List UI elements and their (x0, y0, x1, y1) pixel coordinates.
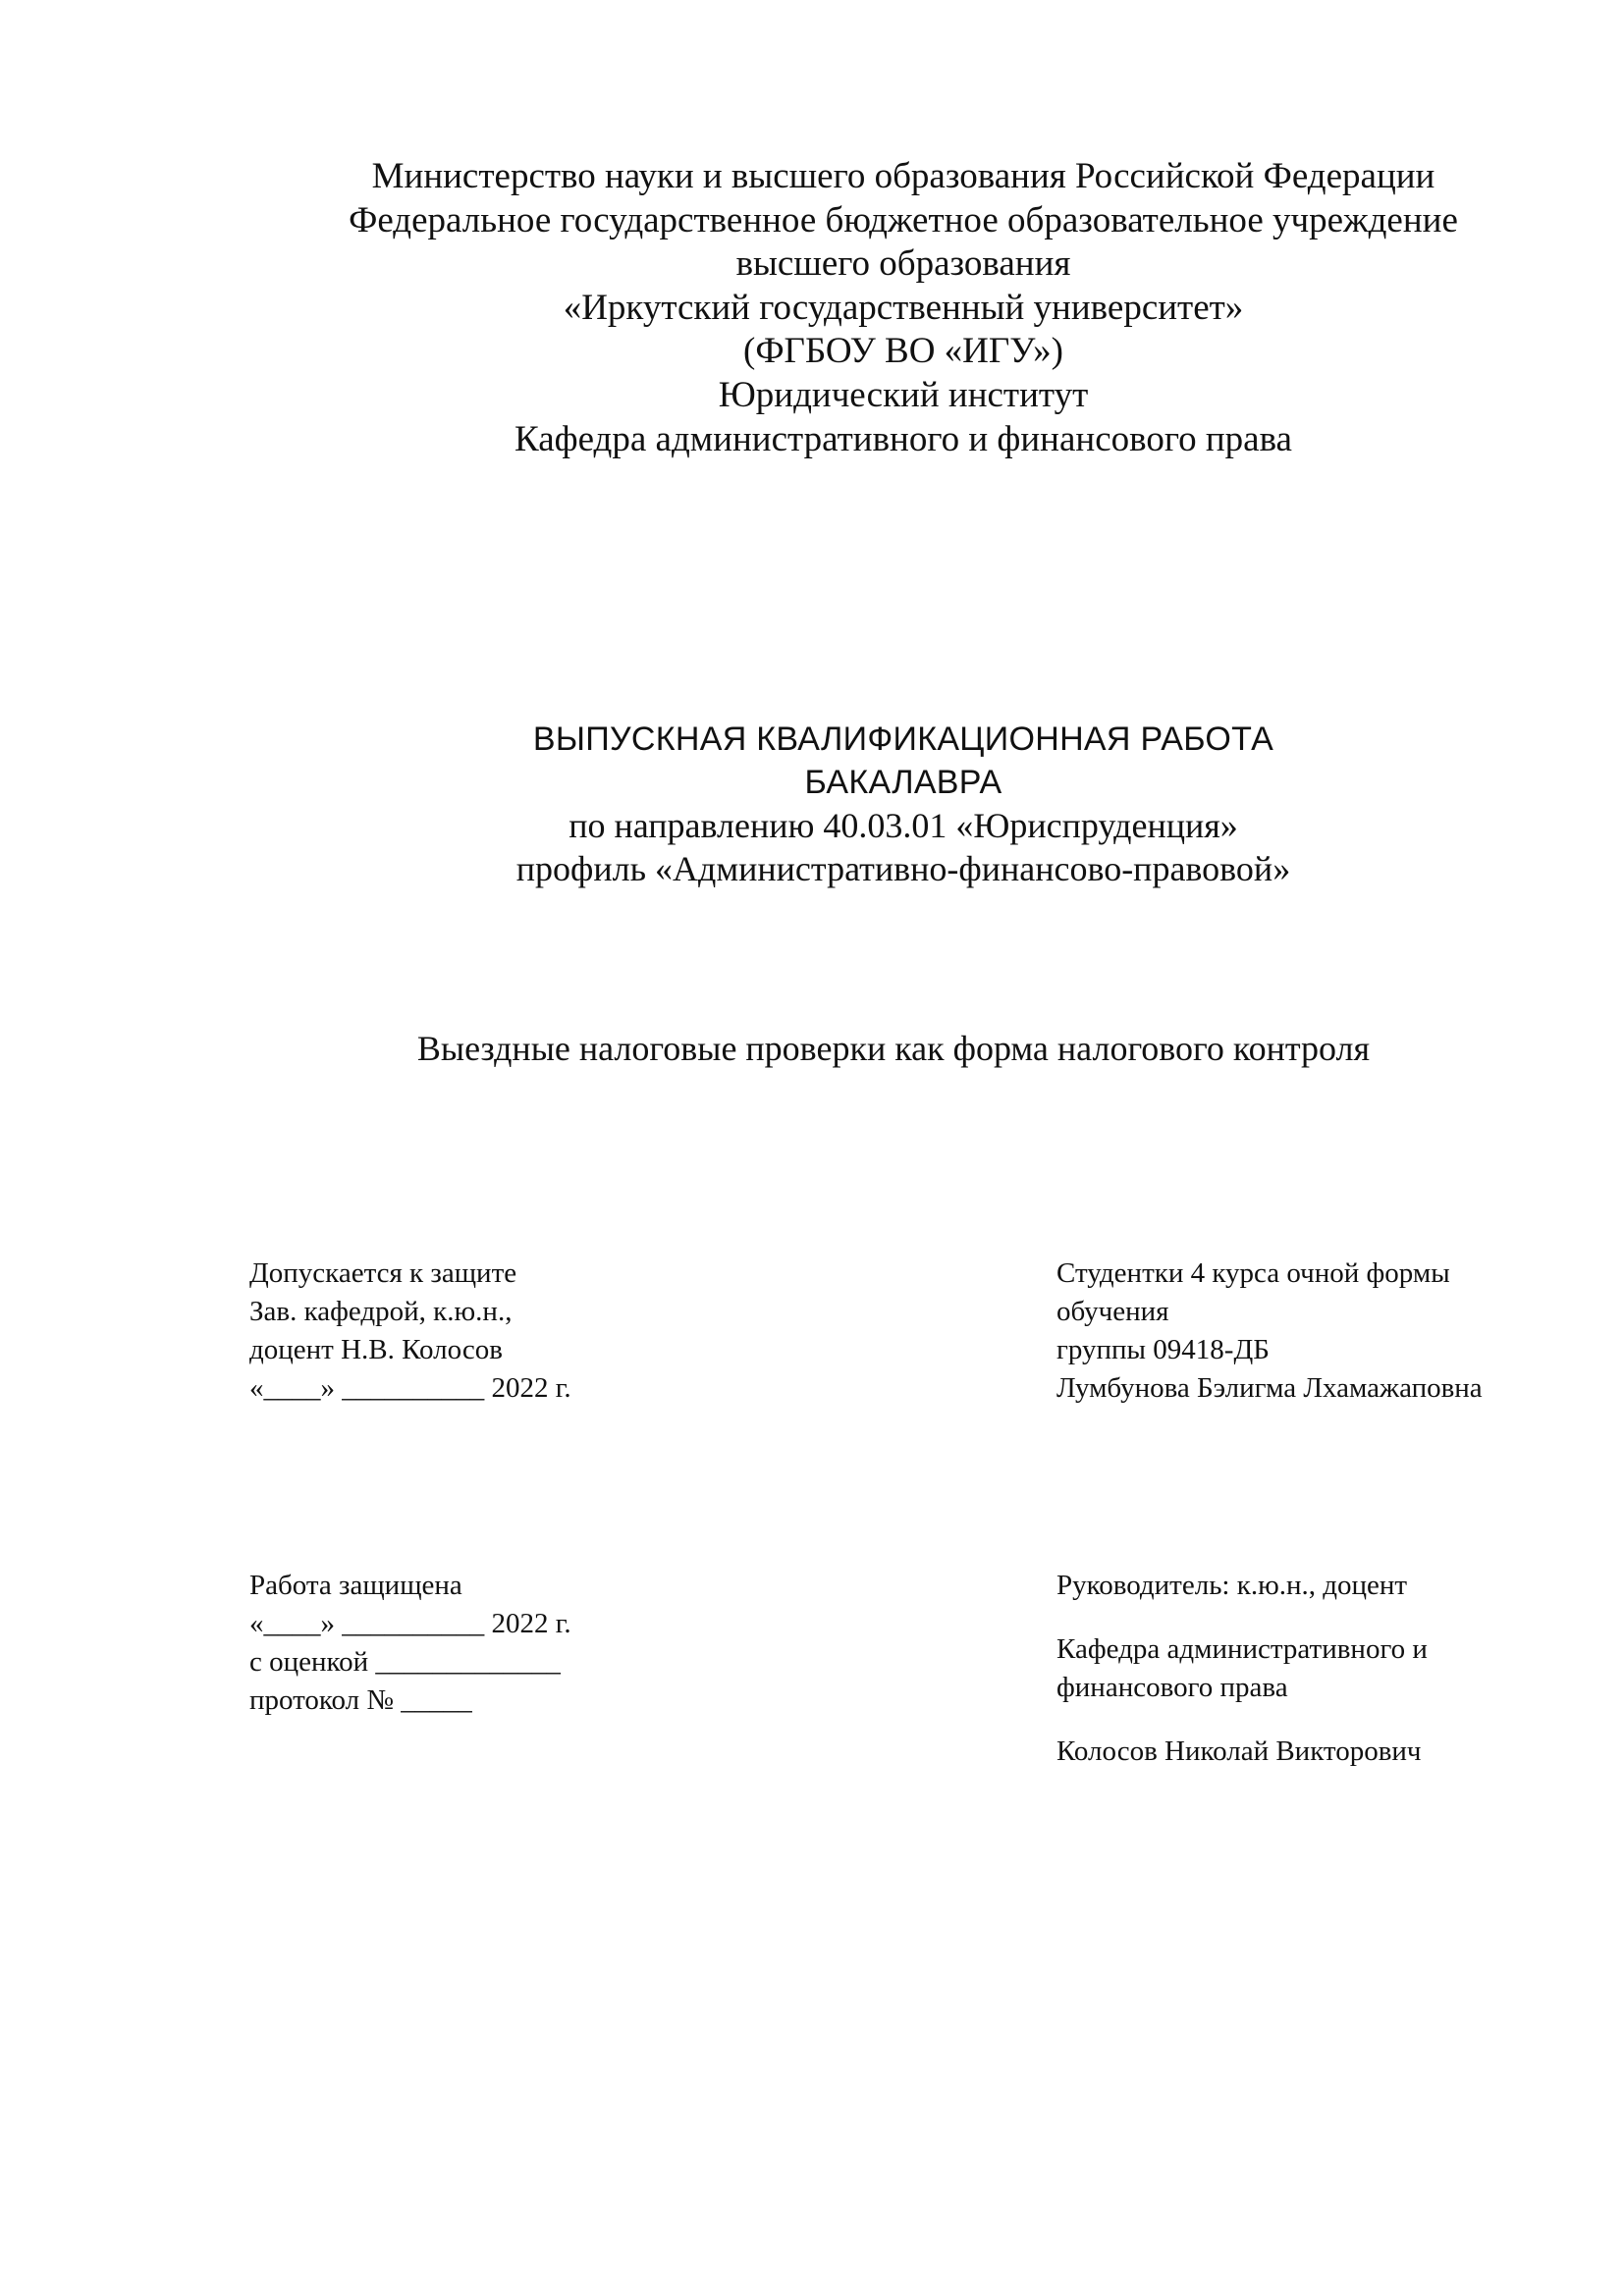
spacer (1056, 1707, 1428, 1733)
supervisor-department: Кафедра административного и (1056, 1633, 1428, 1665)
defense-grade-line: с оценкой _____________ (249, 1646, 561, 1678)
student-line: Студентки 4 курса очной формы (1056, 1257, 1450, 1289)
student-block (1056, 1255, 1483, 1408)
institution-header (0, 155, 1624, 461)
supervisor-block (1056, 1567, 1428, 1771)
university-abbr-line: (ФГБОУ ВО «ИГУ») (743, 331, 1063, 372)
institute-line: Юридический институт (718, 374, 1089, 415)
student-group: группы 09418-ДБ (1056, 1334, 1270, 1365)
institution-type-line: Федеральное государственное бюджетное образовательное учреждение (349, 199, 1458, 240)
supervisor-title: Руководитель: к.ю.н., доцент (1056, 1570, 1408, 1601)
admission-line: доцент Н.В. Колосов (249, 1334, 503, 1365)
student-line: обучения (1056, 1296, 1169, 1327)
education-level-line: высшего образования (735, 243, 1071, 285)
admission-date-line: «____» __________ 2022 г. (249, 1372, 571, 1404)
spacer (1056, 1605, 1428, 1630)
student-name: Лумбунова Бэлигма Лхамажаповна (1056, 1372, 1483, 1404)
university-name-line: «Иркутский государственный университет» (563, 287, 1244, 328)
work-direction: по направлению 40.03.01 «Юриспруденция» (568, 806, 1238, 845)
admission-block (249, 1255, 571, 1408)
admission-line: Зав. кафедрой, к.ю.н., (249, 1296, 513, 1327)
defense-block (249, 1567, 571, 1720)
supervisor-name: Колосов Николай Викторович (1056, 1735, 1422, 1767)
work-type-title: ВЫПУСКНАЯ КВАЛИФИКАЦИОННАЯ РАБОТА (532, 721, 1274, 758)
defense-line: Работа защищена (249, 1570, 462, 1601)
thesis-topic: Выездные налоговые проверки как форма налогового контроля (416, 1029, 1371, 1068)
department-line: Кафедра административного и финансового права (514, 418, 1292, 459)
admission-line: Допускается к защите (249, 1257, 517, 1289)
defense-protocol-line: протокол № _____ (249, 1684, 472, 1716)
work-type-block (0, 718, 1624, 890)
supervisor-department: финансового права (1056, 1672, 1288, 1703)
defense-date-line: «____» __________ 2022 г. (249, 1608, 571, 1639)
work-type-degree: БАКАЛАВРА (804, 764, 1002, 801)
ministry-line: Министерство науки и высшего образования Российской Федерации (371, 156, 1435, 196)
work-profile: профиль «Административно-финансово-правовой» (515, 849, 1291, 888)
